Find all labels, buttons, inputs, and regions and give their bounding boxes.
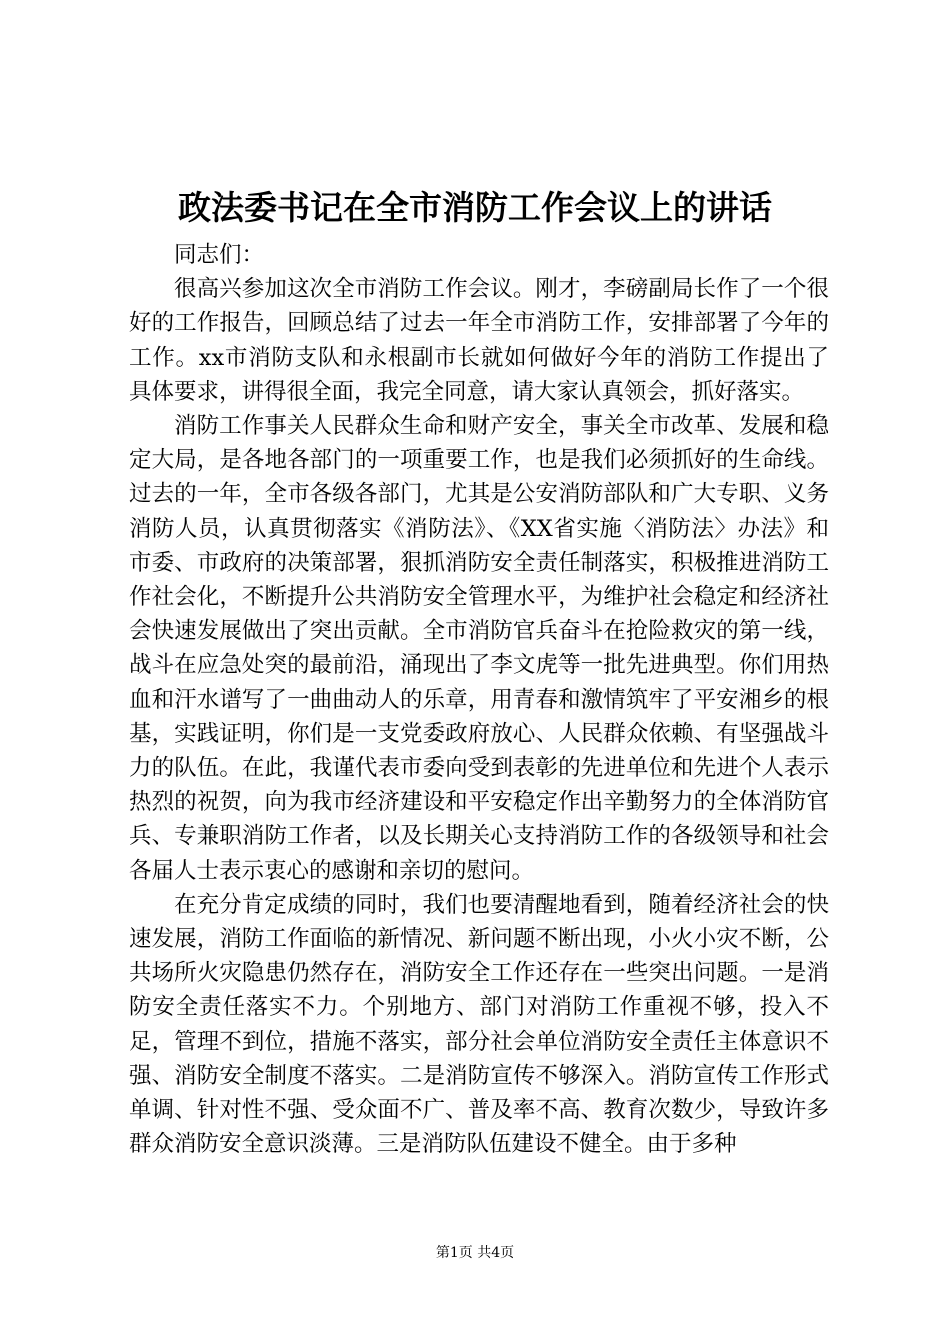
page-footer: 第1页 共4页: [435, 1245, 515, 1261]
paragraph-2: 消防工作事关人民群众生命和财产安全，事关全市改革、发展和稳定大局，是各地各部门的一项重要工作，也是我们必须抓好的生命线。过去的一年，全市各级各部门，尤其是公安消防部队和广大专职、义务消防人员，认真贯彻落实《消防法》、《XX省实施〈消防法〉办法》和市委、市政府的决策部署，狠抓消防安全责任制落实，积极推进消防工作社会化，不断提升公共消防安全管理水平，为维护社会稳定和经济社会快速发展做出了突出贡献。全市消防官兵奋斗在抢险救灾的第一线，战斗在应急处突的最前沿，涌现出了李文虎等一批先进典型。你们用热血和汗水谱写了一曲曲动人的乐章，用青春和激情筑牢了平安湘乡的根基，实践证明，你们是一支党委政府放心、人民群众依赖、有坚强战斗力的队伍。在此，我谨代表市委向受到表彰的先进单位和先进个人表示热烈的祝贺，向为我市经济建设和平安稳定作出辛勤努力的全体消防官兵、专兼职消防工作者，以及长期关心支持消防工作的各级领导和社会各届人士表示衷心的感谢和亲切的慰问。: [129, 413, 829, 884]
paragraph-1: 很高兴参加这次全市消防工作会议。刚才，李磅副局长作了一个很好的工作报告，回顾总结了过去一年全市消防工作，安排部署了今年的工作。xx市消防支队和永根副市长就如何做好今年的消防工作提出了具体要求，讲得很全面，我完全同意，请大家认真领会，抓好落实。: [129, 276, 829, 405]
document-title: 政法委书记在全市消防工作会议上的讲话: [178, 188, 772, 227]
document-body: [129, 238, 829, 1161]
salutation: 同志们：: [174, 242, 265, 268]
paragraph-3: 在充分肯定成绩的同时，我们也要清醒地看到，随着经济社会的快速发展，消防工作面临的新情况、新问题不断出现，小火小灾不断，公共场所火灾隐患仍然存在，消防安全工作还存在一些突出问题。一是消防安全责任落实不力。个别地方、部门对消防工作重视不够，投入不足，管理不到位，措施不落实，部分社会单位消防安全责任主体意识不强、消防安全制度不落实。二是消防宣传不够深入。消防宣传工作形式单调、针对性不强、受众面不广、普及率不高、教育次数少，导致许多群众消防安全意识淡薄。三是消防队伍建设不健全。由于多种: [129, 891, 829, 1158]
